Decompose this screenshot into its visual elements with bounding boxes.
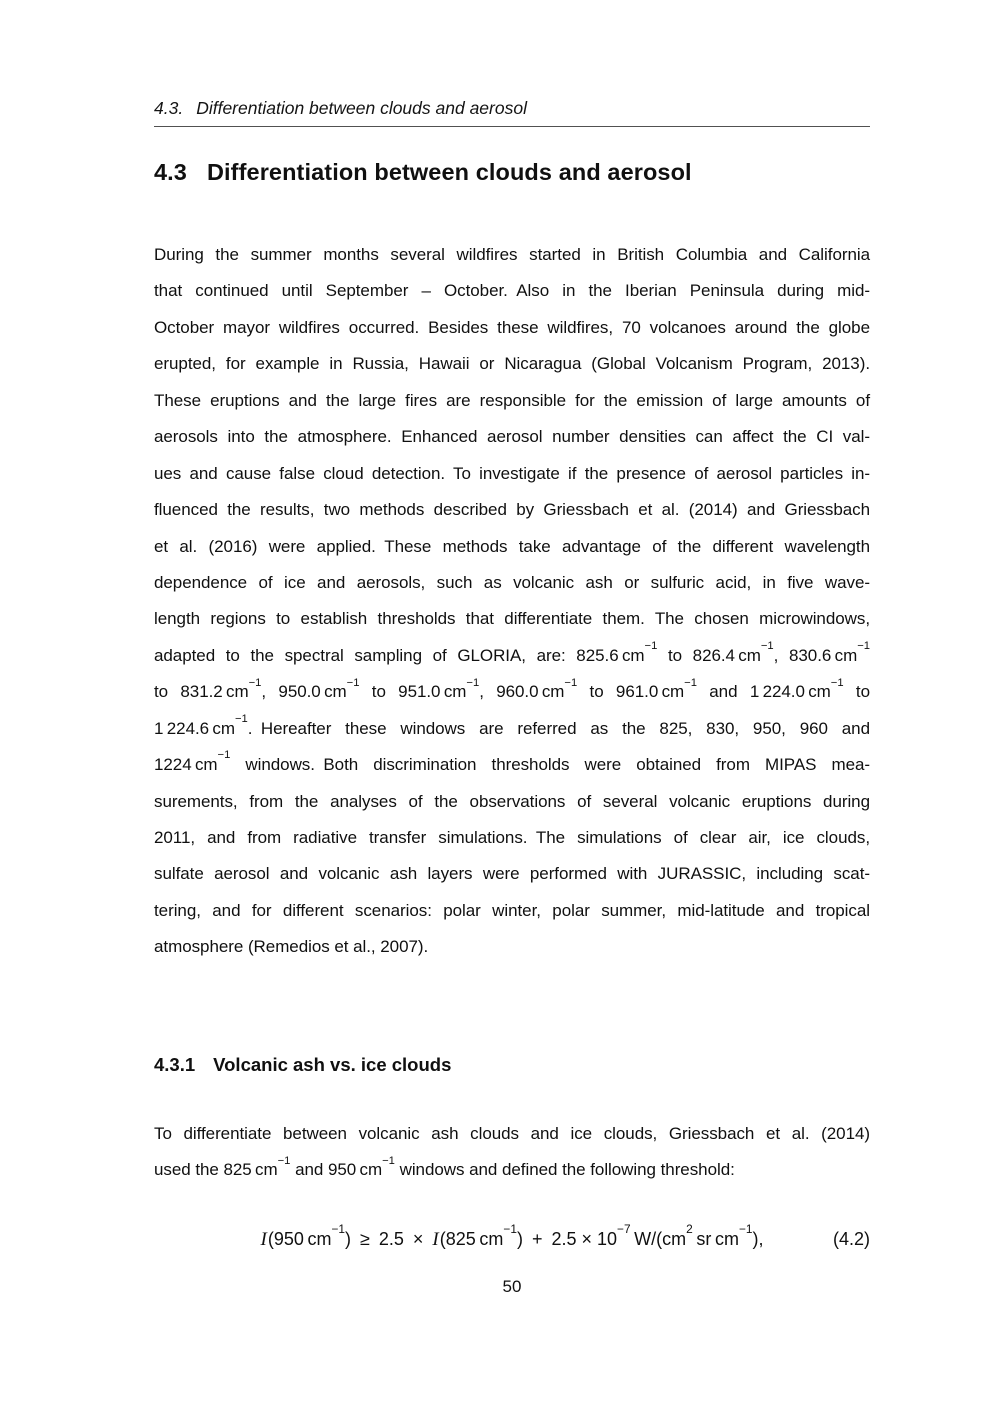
- text-line: To differentiate between volcanic ash clouds and ice clouds, Griessbach et al. (2014): [154, 1124, 870, 1143]
- text-line: length regions to establish thresholds that differentiate them. The chosen microwindows,: [154, 609, 870, 629]
- running-header: [154, 98, 870, 119]
- equation-number: (4.2): [832, 1229, 870, 1249]
- header-rule: [154, 126, 870, 127]
- text-line: 1224 $cm^{-1}$ windows. Both discrimination thresholds were obtained from MIPAS mea-: [154, 749, 870, 775]
- paragraph-introduction: [154, 237, 870, 966]
- text-line: aerosols into the atmosphere. Enhanced aerosol number densities can affect the CI val-: [154, 427, 870, 447]
- text-line: et al. (2016) were applied. These methods take advantage of the different wavelength: [154, 536, 870, 556]
- text-line: atmosphere (Remedios et al., 2007).: [154, 937, 429, 957]
- text-line: sulfate aerosol and volcanic ash layers were performed with JURASSIC, including scat-: [154, 864, 870, 884]
- section-title-text: Differentiation between clouds and aerosol: [206, 159, 692, 185]
- text-line: dependence of ice and aerosols, such as volcanic ash or sulfuric acid, in five wave-: [154, 572, 870, 592]
- text-line: 2011, and from radiative transfer simulations. The simulations of clear air, ice clouds,: [154, 828, 870, 847]
- text-line: surements, from the analyses of the observations of several volcanic eruptions during: [154, 791, 870, 811]
- text-line: fluenced the results, two methods described by Griessbach et al. (2014) and Griessbach: [154, 500, 870, 520]
- running-header-number: 4.3.: [154, 98, 184, 118]
- section-number: 4.3: [154, 159, 187, 185]
- text-line: 1 224.6 $cm^{-1}$. Hereafter these windows are referred as the 825, 830, 950, 960 and: [154, 712, 870, 738]
- paragraph-threshold-intro: [154, 1116, 870, 1189]
- text-line: These eruptions and the large fires are responsible for the emission of large amounts of: [154, 390, 870, 410]
- section-heading: [154, 159, 692, 186]
- equation-4-2: I(950 $cm^{-1}$) ≥ 2.5 × I(825 $cm^{-1}$) + $2.5 \times 10^{-7}$ $W/(cm^2$ sr $cm^{-1}$),: [260, 1221, 764, 1250]
- page-number: 50: [502, 1277, 522, 1296]
- text-line: ues and cause false cloud detection. To investigate if the presence of aerosol particles in-: [154, 463, 870, 483]
- text-line: used the 825 $cm^{-1}$ and 950 $cm^{-1}$ windows and defined the following threshold:: [154, 1154, 735, 1180]
- text-line: During the summer months several wildfires started in British Columbia and California: [154, 245, 870, 264]
- subsection-heading: [154, 1054, 451, 1076]
- text-line: to 831.2 $cm^{-1}$, 950.0 $cm^{-1}$ to 951.0 $cm^{-1}$, 960.0 $cm^{-1}$ to 961.0 $cm^{-1}$ and 1 224.0 $cm^{-1}$ to: [154, 676, 870, 702]
- text-line: tering, and for different scenarios: polar winter, polar summer, mid-latitude and tropical: [154, 900, 870, 920]
- running-header-title: Differentiation between clouds and aerosol: [196, 98, 527, 118]
- subsection-title-text: Volcanic ash vs. ice clouds: [213, 1054, 452, 1075]
- text-line: that continued until September – October. Also in the Iberian Peninsula during mid-: [154, 281, 870, 301]
- text-line: adapted to the spectral sampling of GLORIA, are: 825.6 $cm^{-1}$ to 826.4 $cm^{-1}$, 830.6 $cm^{-1}$: [154, 640, 870, 665]
- equation-row: [154, 1221, 870, 1251]
- subsection-number: 4.3.1: [154, 1054, 196, 1075]
- text-line: October mayor wildfires occurred. Besides these wildfires, 70 volcanoes around the globe: [154, 317, 870, 337]
- text-line: erupted, for example in Russia, Hawaii or Nicaragua (Global Volcanism Program, 2013).: [154, 354, 870, 374]
